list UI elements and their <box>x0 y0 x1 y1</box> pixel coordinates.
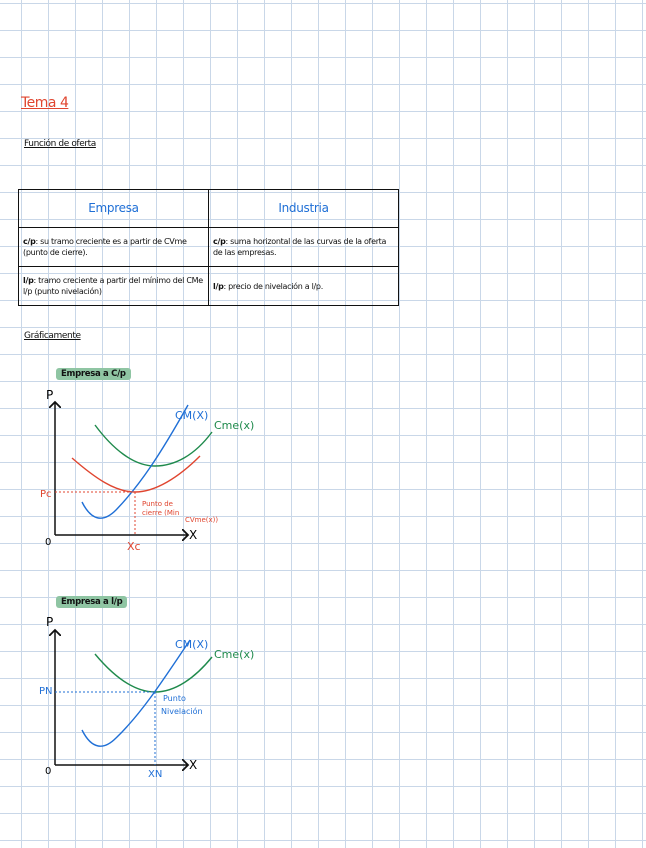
graph2-y-label: P <box>46 615 54 629</box>
graph2-cm-label: CM(X) <box>175 638 209 651</box>
row-label: c/p <box>23 237 36 246</box>
graph1-point-label-2: cierre (Min <box>142 509 180 517</box>
graph1-point-label-1: Punto de <box>142 500 173 508</box>
header-industria: Industria <box>209 190 399 228</box>
graph1-cme-label: Cme(x) <box>214 419 255 432</box>
graph1-y-label: P <box>46 388 54 402</box>
section-heading-supply-function: Función de oferta <box>24 139 96 149</box>
section-heading-graphs: Gráficamente <box>24 331 81 341</box>
graph2-qty-label: XN <box>148 769 163 780</box>
cell-text: : tramo creciente a partir del mínimo del CMe l/p (punto nivelación) <box>23 276 203 296</box>
row-label: l/p <box>213 281 224 291</box>
graph2-x-label: X <box>189 758 198 772</box>
cell-text: : suma horizontal de las curvas de la oferta de las empresas. <box>213 237 387 257</box>
cell-text: : precio de nivelación a l/p. <box>223 281 323 291</box>
graph2-point-label-2: Nivelación <box>161 707 203 716</box>
graph1-origin: 0 <box>45 537 52 548</box>
graph1-x-label: X <box>189 528 198 542</box>
graph2 <box>39 615 254 780</box>
row-label: c/p <box>213 237 226 246</box>
graph2-point-label-1: Punto <box>163 694 186 703</box>
cell-text: : su tramo creciente es a partir de CVme (punto de cierre). <box>23 237 187 257</box>
graph2-heading: Empresa a l/p <box>56 596 127 608</box>
graph1-point-label-3: CVme(x)) <box>185 516 219 524</box>
graph1-cm-label: CM(X) <box>175 409 209 422</box>
graph2-cme-label: Cme(x) <box>214 648 255 661</box>
header-empresa: Empresa <box>19 190 209 228</box>
graph2-price-label: PN <box>39 686 53 697</box>
row-label: l/p <box>23 276 34 285</box>
graph1-price-label: Pc <box>40 489 52 500</box>
graph2-cme-curve <box>95 654 212 692</box>
page-title: Tema 4 <box>21 95 69 111</box>
graph1-heading: Empresa a C/p <box>56 368 131 380</box>
graph1-cme-curve <box>95 425 212 466</box>
graph2-origin: 0 <box>45 766 52 777</box>
graph1-qty-label: Xc <box>127 540 141 553</box>
graph1 <box>40 388 254 553</box>
